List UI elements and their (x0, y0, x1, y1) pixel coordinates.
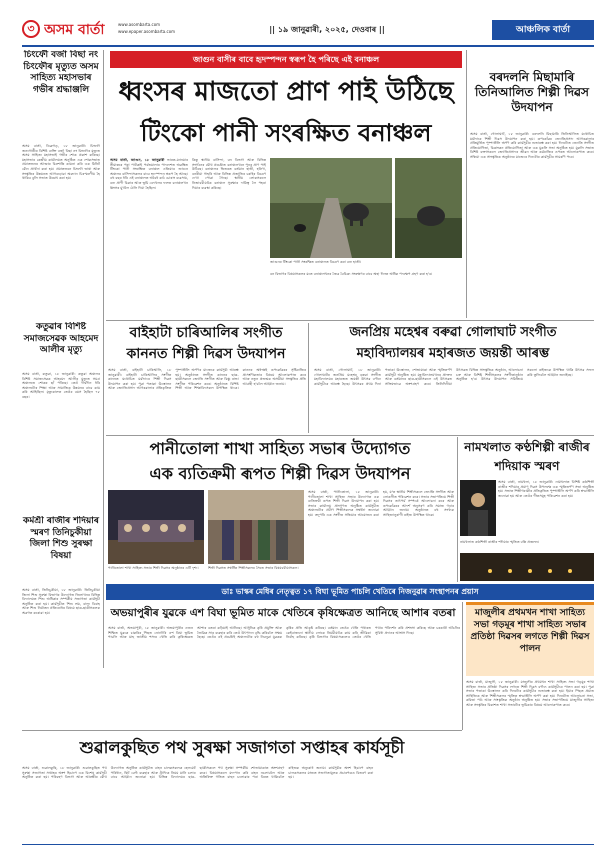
dateline: || ১৯ জানুৱাৰী, ২০২৫, দেওবাৰ || (269, 25, 385, 34)
col-divider-3 (457, 437, 458, 582)
left-body-1: অসম বাৰ্তা, ডিব্ৰুগড়, ১৮ জানুৱাৰী: চিংফৌ জনগোষ্ঠীৰ বিশিষ্ট ব্যক্তি বৰ্জা বিছা নং চিংফৌৰ মৃত্যুত অসম সাহিত্য মহাসভাই গভীৰ শোক প্ৰকাশ কৰিছে। মহাসভাৰ কেন্দ্ৰীয় কাৰ্যালয়ত অনুষ্ঠিত এক শোকসভাত প্ৰয়াতজনৰ আত্মাৰ চিৰশান্তি কামনা কৰি এক মিনিট মৌন প্ৰাৰ্থনা কৰা হয়। প্ৰয়াতজনে চিংফৌ ভাষা আৰু সংস্কৃতিৰ উন্নয়নত আগবঢ়োৱা অৱদান চিৰস্মৰণীয় হৈ থাকিব বুলি সভাত উল্লেখ কৰা হয়। (22, 144, 100, 181)
lead-photo (270, 158, 392, 258)
lead-kicker: জাগুন বাসীৰ বাবে হৃদস্পন্দন স্বৰূপ হৈ পৰিছে এই বনাঞ্চল (192, 55, 380, 64)
right-divider (466, 50, 467, 318)
event-stage-image (108, 490, 204, 564)
story-c-body: অসম বাৰ্তা, পানীতোলা, ১৮ জানুৱাৰী: পানীতোলা শাখা সাহিত্য সভাৰ উদ্যোগত এক ব্যতিক্ৰমী ৰূপত শিল্পী দিৱস উদযাপন কৰা হয়। সভাৰ কাৰ্যালয় প্ৰাংগণত অনুষ্ঠিত কাৰ্যসূচীত অঞ্চলটোৰ প্ৰবীণ শিল্পীসকলক সম্বৰ্ধনা জনোৱা হয়। তদুপৰি এক সংগীত সন্ধিয়াৰ আয়োজন কৰা হয়, য'ত স্থানীয় শিল্পীসকলে জ্যোতি সংগীত আৰু লোকগীত পৰিৱেশন কৰে। সভাৰ সভাপতিয়ে শিল্পী দিৱসৰ তাৎপৰ্য সম্পৰ্কে আলোচনা কৰে আৰু ৰূপকোঁৱৰৰ আদৰ্শ অনুসৰণ কৰি সমাজ গঢ়াৰ আহ্বান জনায়। অনুষ্ঠানত বহু সংখ্যক সাহিত্যানুৰাগী ৰাইজ উপস্থিত থাকে। (308, 490, 454, 517)
candle-light-image (460, 553, 594, 581)
left-body-2: অসম বাৰ্তা, কতুৱা, ১৮ জানুৱাৰী: কতুৱা অঞ্চলৰ বিশিষ্ট সমাজসেৱক আহমেদ আলীৰ মৃত্যুত সমগ্ৰ অঞ্চলতে শোকৰ ছাঁ পৰিছে। তেওঁ দীৰ্ঘদিন ধৰি অঞ্চলটোৰ শিক্ষা আৰু সামাজিক উন্নয়নৰ বাবে কাম কৰি আহিছিল। মৃত্যুকালত তেওঁৰ বয়স হৈছিল ৭৮ বছৰ। (22, 372, 100, 399)
bottom-headline: শুৱালকুছিত পথ সুৰক্ষা সজাগতা সপ্তাহৰ কাৰ্যসূচী (79, 738, 405, 757)
story-c-photo-1 (108, 490, 204, 564)
rule-1 (106, 320, 594, 321)
story-d-photo-2 (460, 553, 594, 581)
story-a-headline-1: বাইহাটা চাৰিআলিৰ সংগীত (129, 325, 283, 341)
story-a-body: অসম বাৰ্তা, বাইহাটা চাৰিআলি, ১৮ জানুৱাৰী: বাইহাটা চাৰিআলিৰ সংগীত কাননত যথোচিত মৰ্যাদাৰে শিল্পী দিৱস উদযাপন কৰা হয়। পুৱা পতাকা উত্তোলন আৰু জ্যোতিপ্ৰসাদ আগৰৱালাৰ প্ৰতিকৃতিত পুষ্পাঞ্জলি অৰ্পণৰ মাজেৰে কাৰ্যসূচী আৰম্ভ হয়। অনুষ্ঠানত সংগীত কাননৰ ছাত্ৰ-ছাত্ৰীসকলে জ্যোতি সংগীত আৰু বিষ্ণু ৰাভা সংগীত পৰিৱেশন কৰে। অনুষ্ঠানত বিশিষ্ট শিল্পী আৰু শিক্ষাবিদসকল উপস্থিত থাকে। কাননৰ অধ্যক্ষই ৰূপকোঁৱৰৰ সৃষ্টিৰাজিৰ প্ৰাসংগিকতাৰ বিষয়ে আলোকপাত কৰে আৰু নতুন প্ৰজন্মক অসমীয়া সংস্কৃতিৰ প্ৰতি আগ্ৰহী হ'বলৈ আহ্বান জনায়। (108, 368, 306, 391)
masthead (22, 20, 594, 44)
strip-kicker: ডাঃ ভাস্কৰ মেধিৰ নেতৃত্বত ১৭ বিঘা ভূমিত পাচলি খেতিৰে নিজনুৱাৰ সংস্থাপনৰ প্ৰয়াস (221, 587, 479, 596)
forest-road-image (270, 158, 392, 258)
right-headline: বৰদলনি মিছামাৰি তিনিআলিত শিল্পী দিৱস উদযাপন (475, 70, 589, 114)
section-tab: আঞ্চলিক বাৰ্তা (492, 20, 594, 40)
lead-photo-2 (395, 158, 462, 258)
lead-paragraph-3: বন বিভাগৰ বিষয়াসকলৰ মতে বনাঞ্চলখনৰ জৈৱ বৈচিত্ৰ্য সংৰক্ষণৰ বাবে অহা দিনত অধিক পদক্ষেপ গ্ৰহণ কৰা হ'ব। (270, 272, 433, 276)
forest-image (395, 158, 462, 258)
col-divider (103, 50, 104, 668)
felicitation-image (208, 490, 304, 564)
story-d-caption: নামখলাত কণ্ঠশিল্পী ৰাজীৰ শদিয়াৰ স্মৃতিত বন্তি প্ৰজ্বলন। (460, 540, 540, 544)
brand-site[interactable]: www.asombarta.com (118, 22, 161, 27)
story-c-caption-2: শিল্পী দিৱসত সম্বৰ্ধিত শিল্পীসকলৰ সৈতে সভাৰ বিষয়ববীয়াসকল। (208, 566, 299, 570)
lead-caption: জাগুনৰ টিংকো পানী সংৰক্ষিত বনাঞ্চলত বিচৰণ কৰা বন্য হাতী। (270, 260, 362, 264)
header-rule (22, 45, 594, 47)
story-b-headline-1: জনপ্ৰিয় মহেশ্বৰ বৰুৱা গোলাঘাট সংগীত (349, 325, 557, 340)
rule-2 (106, 435, 594, 436)
brand-logo: অসম বাৰ্তা (44, 22, 105, 38)
strip-banner (106, 584, 594, 600)
strip-body: অসম বাৰ্তা, অভয়াপুৰী, ১৮ জানুৱাৰী: অভয়াপুৰীৰ এজন শিক্ষিত যুৱকে চাকৰিৰ পিছত নোদৌৰি এশ বিঘা ভূমিত পাচলি আৰু মাহ জাতীয় শস্যৰ খেতি কৰি কৃষিক্ষেত্ৰত আশাৰ বতৰা কঢ়িয়াই আনিছে। আধুনিক কৃষি প্ৰযুক্তি আৰু জৈৱিক সাৰ ব্যৱহাৰ কৰি তেওঁ উৎপাদন বৃদ্ধি কৰিবলৈ সক্ষম হৈছে। তেওঁৰ এই প্ৰচেষ্টাই অঞ্চলটোৰ বহু নিবনুৱা যুৱকক কৃষিৰ প্ৰতি আকৃষ্ট কৰিছে। বৰ্তমান তেওঁৰ খেতি পথাৰত কেইবাজনো স্থানীয় লোকে নিয়মীয়াকৈ কাম কৰি জীৱিকা নিৰ্বাহ কৰিছে। কৃষি বিভাগৰ বিষয়াসকলেও তেওঁৰ খেতি পথাৰ পৰিদৰ্শন কৰি প্ৰশংসা কৰিছে আৰু চৰকাৰী আঁচনিৰ সুবিধা প্ৰদানৰ আশ্বাস দিছে। (108, 626, 460, 640)
story-a-headline-2: কাননত শিল্পী দিৱস উদযাপন (126, 346, 286, 362)
lead-body-col2 (192, 158, 266, 318)
majuli-headline-box (466, 602, 594, 676)
right-body: অসম বাৰ্তা, গোলাঘাট, ১৮ জানুৱাৰী: বৰদলনি মিছামাৰি তিনিআলিত যথোচিত মৰ্যাদাৰে শিল্পী দিৱস উদযাপন কৰা হয়। ৰূপকোঁৱৰ জ্যোতিপ্ৰসাদ আগৰৱালাৰ প্ৰতিমূৰ্তিত পুষ্পাঞ্জলি অৰ্পণ কৰি কাৰ্যসূচীৰ শুভাৰম্ভ কৰা হয়। দিনটোত জ্যোতি সংগীত প্ৰতিযোগিতা, চিত্ৰাংকন প্ৰতিযোগিতা আৰু এক মুকলি সভা অনুষ্ঠিত হয়। মুকলি সভাত বিশিষ্ট বক্তাসকলে জ্যোতিপ্ৰসাদৰ জীৱন আৰু কৰ্মৰাজিৰ ওপৰত আলোকপাত কৰে। সন্ধিয়া এক সাংস্কৃতিক অনুষ্ঠানৰ মাজেৰে দিনটোৰ কাৰ্যসূচীৰ সামৰণি পৰে। (470, 132, 594, 159)
lead-body-col1 (110, 158, 188, 318)
lead-banner (110, 51, 462, 68)
brand-epaper[interactable]: www.epaper.asombarta.com (118, 29, 176, 34)
story-c-photo-2 (208, 490, 304, 564)
lead-paragraph-2: কিন্তু স্থানীয় বাসিন্দা, বন বিভাগ আৰু বিভিন্ন সংগঠনৰ যৌথ প্ৰচেষ্টাত বনাঞ্চলখনে পুনৰ প্ৰাণ পাই উঠিছে। বনাঞ্চলৰ ভিতৰত বৰ্তমান হাতী, হৰিণা, বনৰীয়া গাহৰি আৰু বিভিন্ন প্ৰজাতিৰ চৰাইৰ বিচৰণ দেখা পোৱা গৈছে। স্থানীয় লোকসকলে নিজাববীয়াকৈ বনাঞ্চল সুৰক্ষাৰ দায়িত্ব লৈ পহৰা দিয়াৰ ব্যৱস্থা কৰিছে। (192, 158, 266, 190)
story-b-body: অসম বাৰ্তা, গোলাঘাট, ১৮ জানুৱাৰী: গোলাঘাটৰ জনপ্ৰিয় মহেশ্বৰ বৰুৱা সংগীত মহাবিদ্যালয়ৰ মহাৰজত জয়ন্তী উৎসৱ বৰ্ণাঢ্য কাৰ্যসূচীৰে আৰম্ভ হৈছে। উৎসৱৰ প্ৰথম দিনা পতাকা উত্তোলন, শোভাযাত্ৰা আৰু স্মৃতিতৰ্পণ কাৰ্যসূচী অনুষ্ঠিত হয়। মহাবিদ্যালয়খনৰ প্ৰাক্তন আৰু বৰ্তমানৰ ছাত্ৰ-ছাত্ৰীসকলে এই উৎসৱত সক্ৰিয়ভাৱে অংশগ্ৰহণ কৰে। তিনিদিনীয়া উৎসৱত বিভিন্ন সাংস্কৃতিক অনুষ্ঠান, আলোচনা চক্ৰ আৰু বিশিষ্ট শিল্পীসকলৰ সংগীতানুষ্ঠান অনুষ্ঠিত হ'ব। উৎসৱ উদযাপন সমিতিয়ে সকলো ৰাইজকে উপস্থিত থাকি উৎসৱ সফল কৰি তুলিবলৈ আহ্বান জনাইছে। (314, 368, 594, 386)
majuli-headline: মাজুলীৰ প্ৰথমখন শাখা সাহিত্য সভা গড়মূৰ শাখা সাহিত্য সভাৰ প্ৰতিষ্ঠা দিৱসৰ লগতে শিল্পী দিৱস পালন (470, 608, 590, 654)
lead-headline-1: ধ্বংসৰ মাজতো প্ৰাণ পাই উঠিছে (118, 77, 454, 107)
left-headline-1: চিংফৌ বৰ্জা বিছা নং চিংফৌৰ মৃত্যুত অসম সাহিত্য মহাসভাৰ গভীৰ শ্ৰদ্ধাঞ্জলি (23, 50, 99, 95)
left-column (22, 48, 100, 668)
story-d-headline: নামখলাত কণ্ঠশিল্পী ৰাজীৰ শদিয়াক স্মৰণ (464, 440, 590, 473)
col-divider-4 (462, 602, 463, 730)
lead-paragraph-1: ভাৰত-ম্যানমাৰ সীমান্তৰে পৰা পাটকাই পৰ্বতমালাৰ পাদদেশত অৱস্থিত টিংকো পানী সংৰক্ষিত বনাঞ্চল এতিয়াও জাগুন অঞ্চলৰ বাসিন্দাসকলৰ বাবে হৃদস্পন্দন স্বৰূপ হৈ আছে। বহু বছৰ ধৰি এই বনাঞ্চলত অবৈধ কাঠ চোৰাং ব্যৱসায়, বন্য প্ৰাণী চিকাৰ আৰু ভূমি বেদখলৰ ফলত বনাঞ্চলখন ধ্বংসৰ মুখলৈ ঠেলি দিয়া হৈছিল। (110, 158, 188, 190)
story-d-body: অসম বাৰ্তা, নামখলা, ১৮ জানুৱাৰী: নামখলাত বিশিষ্ট কণ্ঠশিল্পী ৰাজীৰ শদিয়াৰ প্ৰয়াণ দিৱস উপলক্ষে এক স্মৃতিতৰ্পণ সভা অনুষ্ঠিত হয়। সভাত শিল্পীগৰাকীৰ প্ৰতিকৃতিত পুষ্পাঞ্জলি অৰ্পণ কৰি শ্ৰদ্ধাঞ্জলি জনোৱা হয় আৰু তেওঁৰ গীতসমূহ পৰিৱেশন কৰা হয়। (498, 480, 594, 498)
lead-byline: অসম বাৰ্তা, জাগুন, ১৮ জানুৱাৰী (110, 158, 165, 162)
story-b-headline-2: মহাবিদ্যালয়ৰ মহাৰজত জয়ন্তী আৰম্ভ (356, 346, 550, 361)
left-headline-3: কৰ্মশ্ৰী ৰাজীৰ শদিয়াৰ স্মৰণ তিনিচুকীয়া জিলা শিশু সুৰক্ষা বিষয়া (23, 516, 99, 561)
col-divider-2 (308, 323, 309, 433)
majuli-body: অসম বাৰ্তা, মাজুলী, ১৮ জানুৱাৰী: মাজুলীৰ প্ৰথমখন শাখা সাহিত্য সভা গড়মূৰ শাখা সাহিত্য সভাৰ প্ৰতিষ্ঠা দিৱসৰ লগতে শিল্পী দিৱস বৰ্ণাঢ্য কাৰ্যসূচীৰে পালন কৰা হয়। পুৱা সভাৰ পতাকা উত্তোলন কৰি দিনটোৰ কাৰ্যসূচীৰ শুভাৰম্ভ কৰা হয়। ইয়াৰ পিছত প্ৰয়াত সাহিত্যিক আৰু শিল্পীসকলৰ স্মৃতিত শ্ৰদ্ধাঞ্জলি অৰ্পণ কৰা হয়। দিনটোত আলোচনা সভা, কবিতা পাঠ আৰু সাংস্কৃতিক অনুষ্ঠান অনুষ্ঠিত হয়। সভাৰ সভাপতিয়ে মাজুলীৰ সাহিত্য আৰু সংস্কৃতিৰ বিকাশত শাখা সভাটোৰ ভূমিকাৰ বিষয়ে আলোকপাত কৰে। (466, 680, 594, 707)
left-body-3: অসম বাৰ্তা, তিনিচুকীয়া, ১৮ জানুৱাৰী: তিনিচুকীয়া জিলা শিশু সুৰক্ষা বিভাগৰ উদ্যোগত জিলাখনৰ বিভিন্ন বিদ্যালয়ত শিশু অধিকাৰ সম্পৰ্কীয় সজাগতা কাৰ্যসূচী অনুষ্ঠিত কৰা হয়। কাৰ্যসূচীত শিশু শ্ৰম, বাল্য বিবাহ আৰু শিশু নিৰ্যাতন প্ৰতিৰোধৰ বিষয়ে ছাত্ৰ-ছাত্ৰীসকলক অৱগত কৰোৱা হয়। (22, 588, 100, 615)
lead-body-col3 (270, 272, 462, 318)
story-c-caption-1: পানীতোলা শাখা সাহিত্য সভাৰ শিল্পী দিৱসৰ অনুষ্ঠানৰ এটি দৃশ্য। (108, 566, 199, 570)
portrait-image (460, 480, 496, 536)
page-number: ৩ (22, 20, 40, 38)
lead-headline-2: টিংকো পানী সংৰক্ষিত বনাঞ্চল (140, 119, 432, 147)
story-d-photo (460, 480, 496, 536)
bottom-body: অসম বাৰ্তা, শুৱালকুছি, ১৮ জানুৱাৰী: শুৱালকুছিত পথ সুৰক্ষা সজাগতা সপ্তাহৰ অংশ হিচাপে এক বিশেষ কাৰ্যসূচী অনুষ্ঠিত কৰা হয়। পৰিবহণ বিভাগ আৰু আৰক্ষীৰ যৌথ উদ্যোগত অনুষ্ঠিত কাৰ্যসূচীত বাহন চালকসকলক হেলমেট পৰিধান, ছিট বেল্ট ব্যৱহাৰ আৰু ট্ৰাফিক নিয়ম মানি চলাৰ বাবে আহ্বান জনোৱা হয়। বিভিন্ন বিদ্যালয়ৰ ছাত্ৰ-ছাত্ৰীসকলে পথ সুৰক্ষা সম্পৰ্কীয় শোভাযাত্ৰাত অংশগ্ৰহণ কৰে। বিষয়াসকলে মদ্যপান কৰি বাহন নচলাবলৈ আৰু অতিৰিক্ত গতিত বাহন চলোৱাৰ পৰা বিৰত থাকিবলৈ ৰাইজক অনুৰোধ জনায়। কাৰ্যসূচীৰ অংশ হিচাপে বাহন চালকসকলৰ মাজত সজাগতামূলক প্ৰচাৰপত্ৰও বিতৰণ কৰা হয়। (22, 766, 374, 780)
strip-headline: অভয়াপুৰীৰ যুৱকে এশ বিঘা ভূমিত মাকে খেতিৰে কৃষিক্ষেত্ৰত আনিছে আশাৰ বতৰা (110, 607, 456, 619)
left-headline-2: কতুৱাৰ বিশিষ্ট সমাজসেৱক আহমেদ আলীৰ মৃত্যু (23, 322, 99, 355)
rule-3 (22, 730, 462, 731)
story-c-headline-2: এক ব্যতিক্ৰমী ৰূপত শিল্পী দিৱস উদযাপন (149, 464, 411, 483)
footer-rule (22, 844, 594, 845)
story-c-headline-1: পানীতোলা শাখা সাহিত্য সভাৰ উদ্যোগত (149, 439, 411, 458)
